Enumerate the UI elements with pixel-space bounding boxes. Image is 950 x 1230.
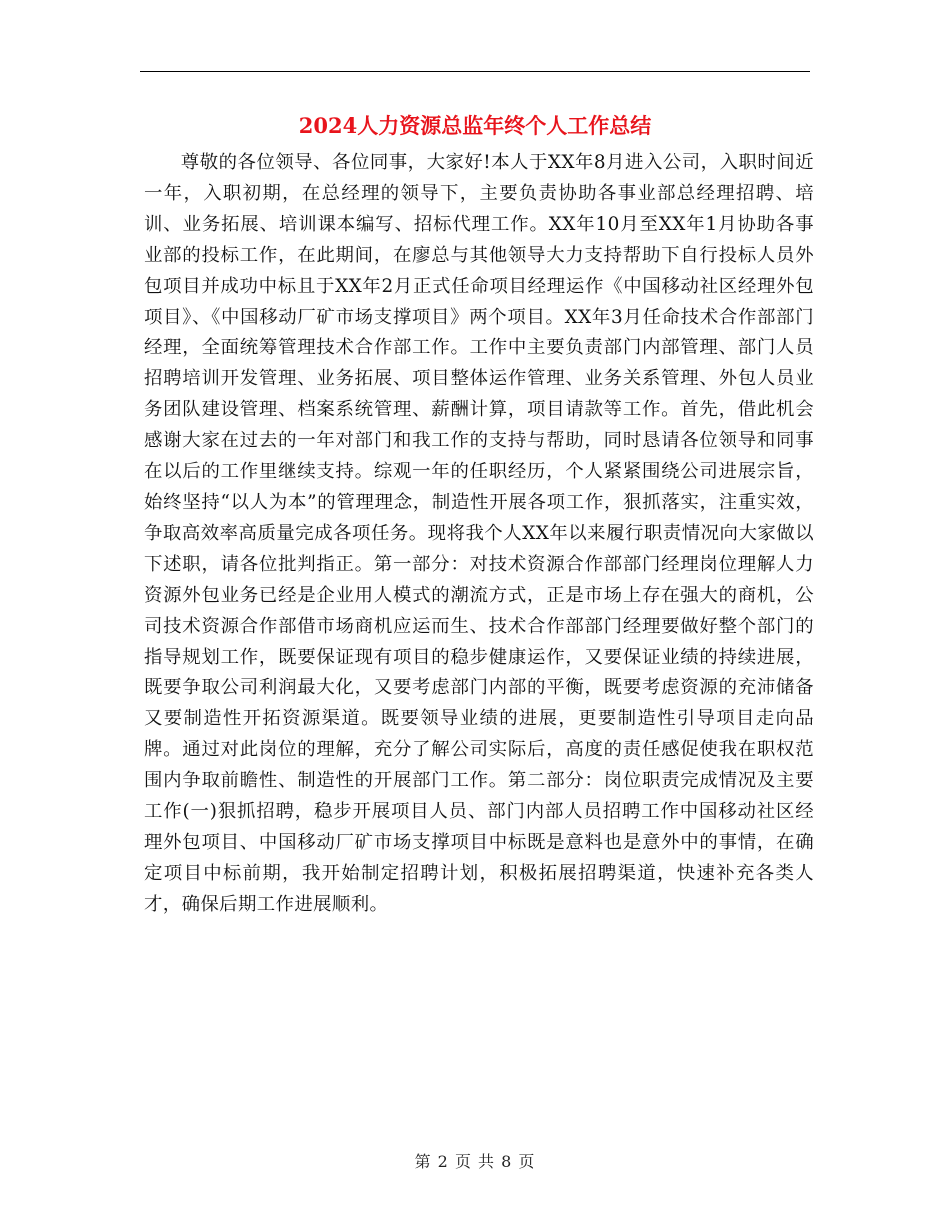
page-number-footer: 第 2 页 共 8 页 <box>414 1152 536 1171</box>
body-paragraph: 尊敬的各位领导、各位同事，大家好!本人于XX年8月进入公司，入职时间近一年，入职初期，在总经理的领导下，主要负责协助各事业部总经理招聘、培训、业务拓展、培训课本编写、招标代理工作。XX年10月至XX年1月协助各事业部的投标工作，在此期间，在廖总与其他领导大力支持帮助下自行投标人员外包项目并成功中标且于XX年2月正式任命项目经理运作《中国移动社区经理外包项目》、《中国移动厂矿市场支撑项目》两个项目。XX年3月任命技术合作部部门经理，全面统筹管理技术合作部工作。工作中主要负责部门内部管理、部门人员招聘培训开发管理、业务拓展、项目整体运作管理、业务关系管理、外包人员业务团队建设管理、档案系统管理、薪酬计算，项目请款等工作。首先，借此机会感谢大家在过去的一年对部门和我工作的支持与帮助，同时恳请各位领导和同事在以后的工作里继续支持。综观一年的任职经历，个人紧紧围绕公司进展宗旨，始终坚持“以人为本”的管理理念，制造性开展各项工作，狠抓落实，注重实效，争取高效率高质量完成各项任务。现将我个人XX年以来履行职责情况向大家做以下述职，请各位批判指正。第一部分：对技术资源合作部部门经理岗位理解人力资源外包业务已经是企业用人模式的潮流方式，正是市场上存在强大的商机，公司技术资源合作部借市场商机应运而生、技术合作部部门经理要做好整个部门的指导规划工作，既要保证现有项目的稳步健康运作，又要保证业绩的持续进展，既要争取公司利润最大化，又要考虑部门内部的平衡，既要考虑资源的充沛储备又要制造性开拓资源渠道。既要领导业绩的进展，更要制造性引导项目走向品牌。通过对此岗位的理解，充分了解公司实际后，高度的责任感促使我在职权范围内争取前瞻性、制造性的开展部门工作。第二部分：岗位职责完成情况及主要工作(一)狠抓招聘，稳步开展项目人员、部门内部人员招聘工作中国移动社区经理外包项目、中国移动厂矿市场支撑项目中标既是意料也是意外中的事情，在确定项目中标前期，我开始制定招聘计划，积极拓展招聘渠道，快速补充各类人才，确保后期工作进展顺利。 <box>144 152 814 915</box>
header-rule <box>140 71 810 72</box>
document-title: 2024人力资源总监年终个人工作总结 <box>298 113 652 138</box>
